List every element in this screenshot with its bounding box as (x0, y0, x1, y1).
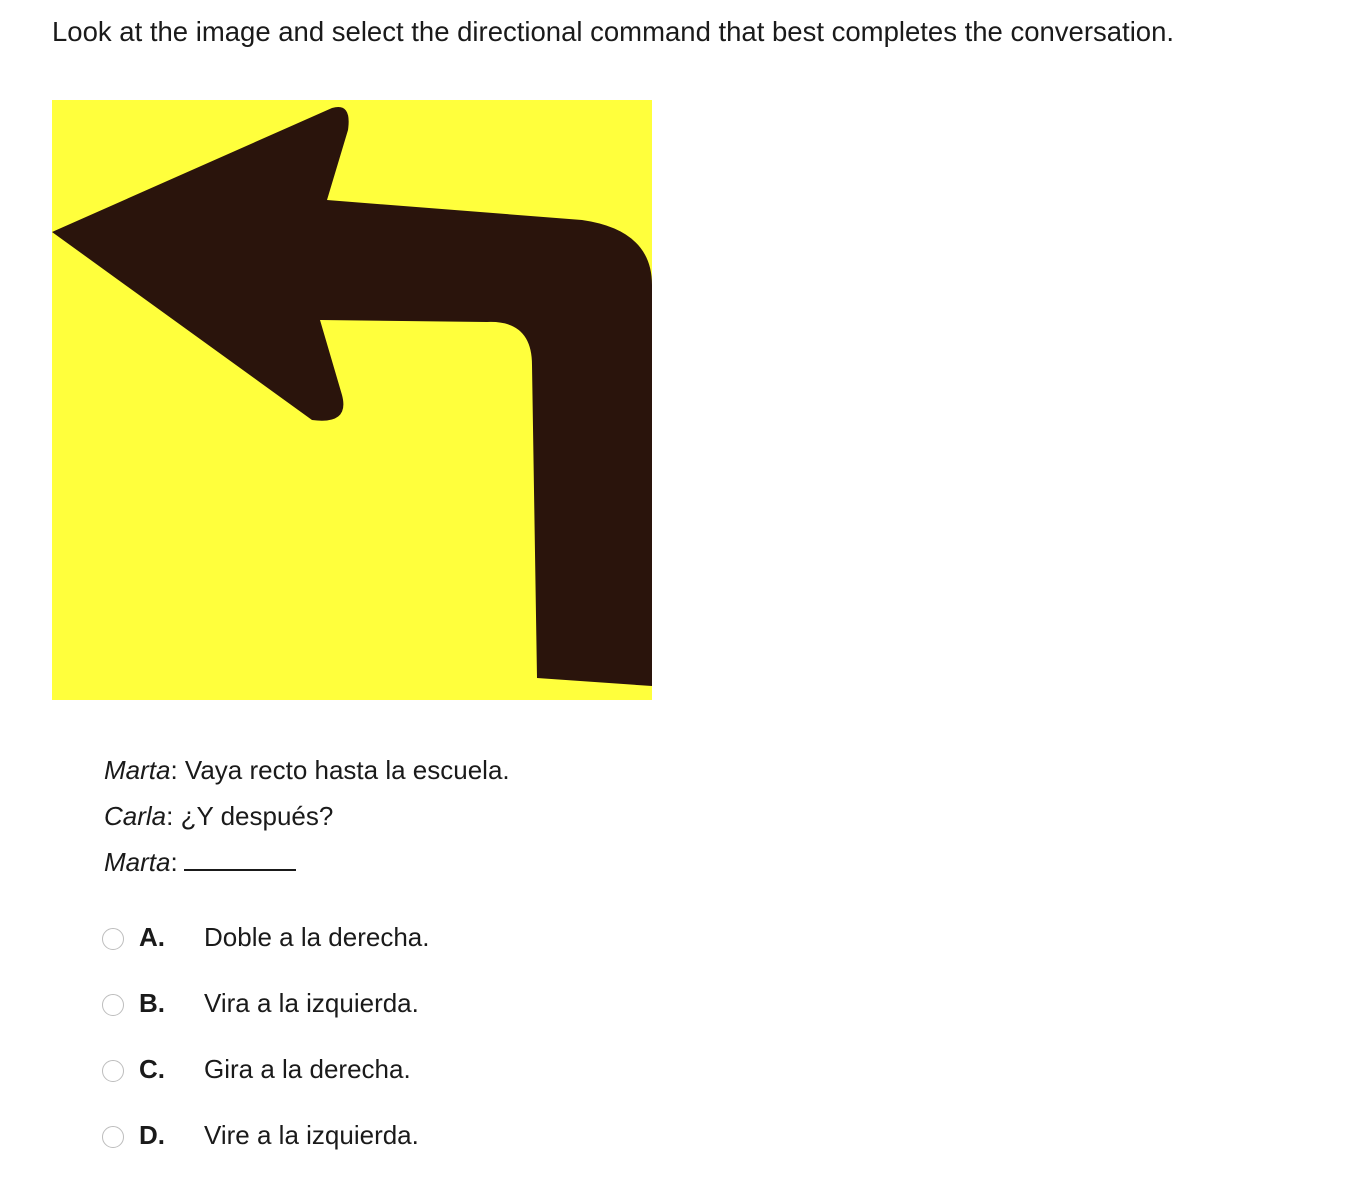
dialogue-line-2 (104, 798, 510, 844)
dialogue-line-3 (104, 844, 510, 890)
option-d[interactable] (102, 1113, 522, 1179)
answer-blank (184, 845, 296, 871)
left-turn-arrow-sign (52, 100, 652, 700)
radio-button-c[interactable] (102, 1060, 124, 1082)
dialogue-text: Vaya recto hasta la escuela. (177, 755, 510, 785)
option-label[interactable]: Doble a la derecha. (204, 922, 430, 952)
radio-button-a[interactable] (102, 928, 124, 950)
option-letter: A. (139, 922, 165, 952)
question-prompt: Look at the image and select the directional command that best completes the conversation. (52, 16, 1175, 47)
option-letter: C. (139, 1054, 165, 1084)
option-label[interactable]: Vira a la izquierda. (204, 988, 419, 1018)
radio-button-d[interactable] (102, 1126, 124, 1148)
speaker-separator: : (166, 801, 174, 831)
dialogue-text: ¿Y después? (173, 801, 334, 831)
speaker-name: Marta (104, 847, 171, 877)
option-label[interactable]: Gira a la derecha. (204, 1054, 411, 1084)
option-b[interactable] (102, 981, 522, 1047)
option-label[interactable]: Vire a la izquierda. (204, 1120, 419, 1150)
speaker-name: Marta (104, 755, 171, 785)
speaker-name: Carla (104, 801, 167, 831)
option-a[interactable] (102, 915, 522, 981)
answer-options (102, 915, 522, 1179)
conversation (104, 752, 510, 890)
speaker-separator: : (170, 847, 178, 877)
option-letter: B. (139, 988, 165, 1018)
speaker-separator: : (170, 755, 178, 785)
option-c[interactable] (102, 1047, 522, 1113)
radio-button-b[interactable] (102, 994, 124, 1016)
option-letter: D. (139, 1120, 165, 1150)
dialogue-line-1 (104, 752, 510, 798)
